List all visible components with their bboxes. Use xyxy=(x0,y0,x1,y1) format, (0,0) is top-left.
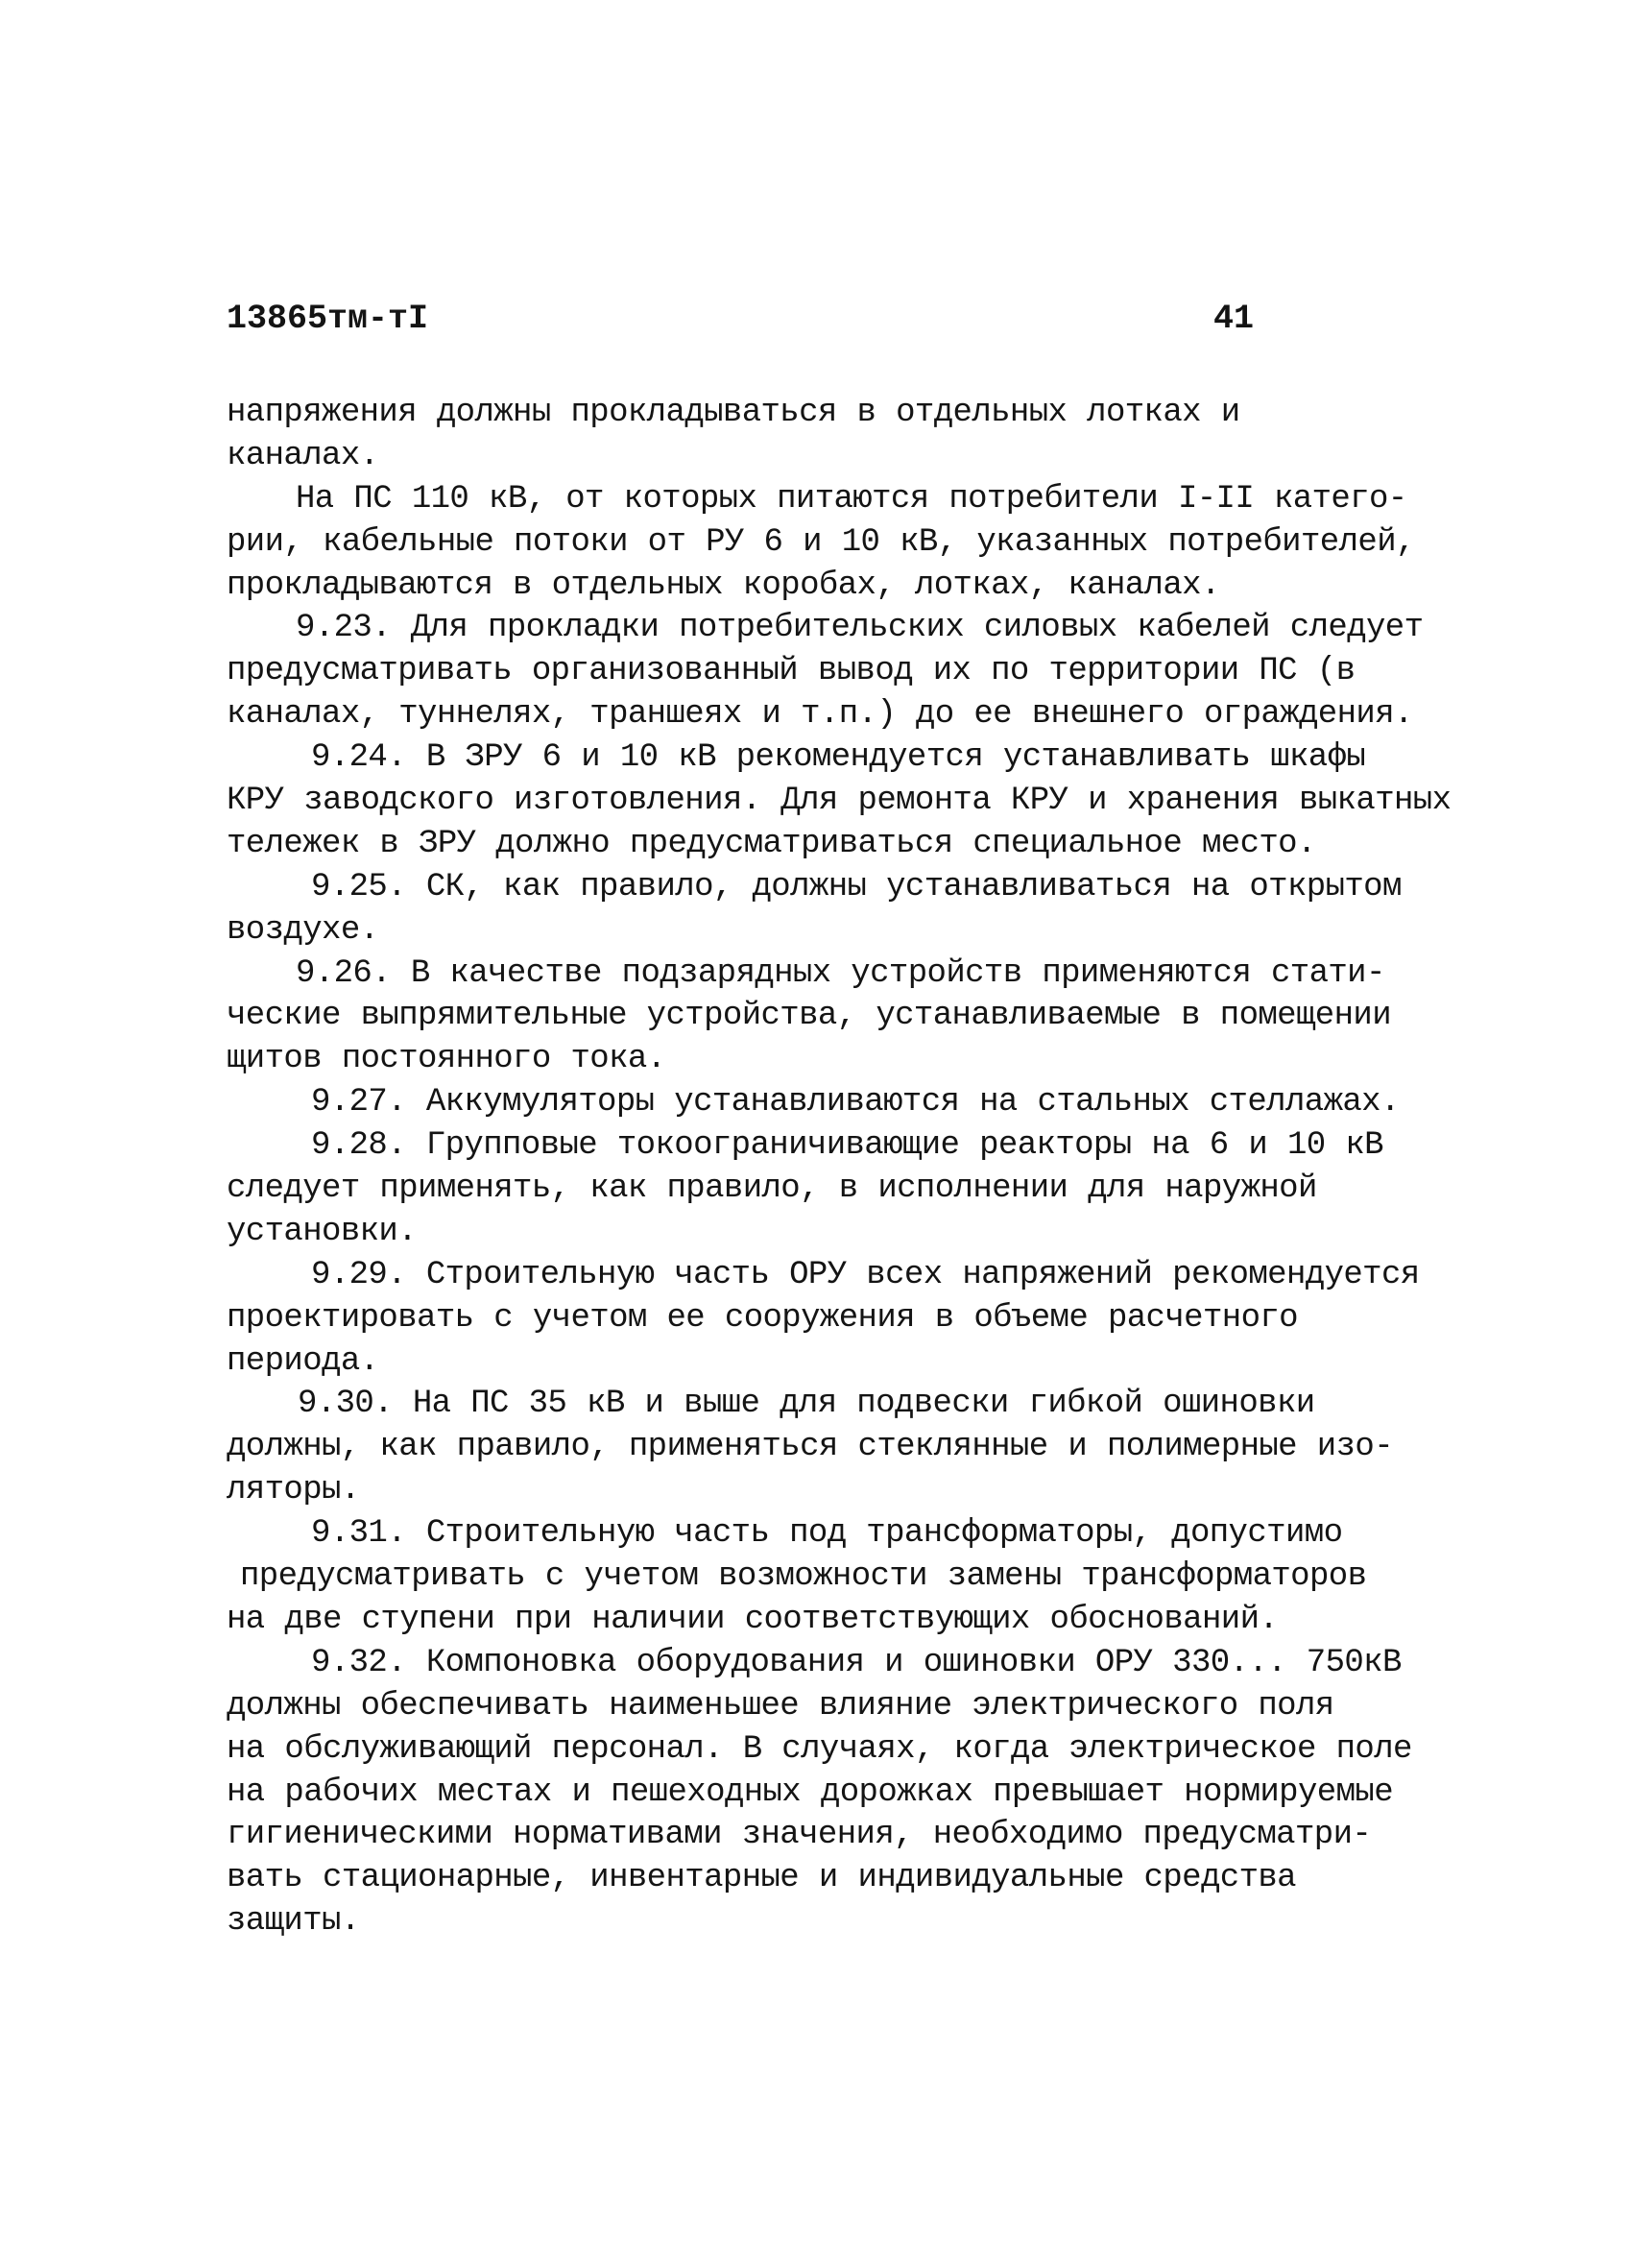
text-line: на обслуживающий персонал. В случаях, когда электрическое поле xyxy=(227,1730,1412,1768)
text-line: защиты. xyxy=(227,1903,360,1941)
text-line: 9.31. Строительную часть под трансформаторы, допустимо xyxy=(311,1515,1343,1553)
text-line: гигиеническими нормативами значения, необходимо предусматри- xyxy=(227,1817,1372,1854)
text-line: 9.28. Групповые токоограничивающие реакторы на 6 и 10 кВ xyxy=(311,1127,1383,1165)
text-line: 9.30. На ПС 35 кВ и выше для подвески гибкой ошиновки xyxy=(298,1386,1315,1423)
text-line: следует применять, как правило, в исполнении для наружной xyxy=(227,1170,1317,1208)
text-line: На ПС 110 кВ, от которых питаются потребители I-II катего- xyxy=(296,480,1407,518)
text-line: воздухе. xyxy=(227,911,379,949)
text-line: на рабочих местах и пешеходных дорожках превышает нормируемые xyxy=(227,1773,1394,1811)
text-line: прокладываются в отдельных коробах, лотках, каналах. xyxy=(227,567,1220,604)
text-line: рии, кабельные потоки от РУ 6 и 10 кВ, указанных потребителей, xyxy=(227,523,1415,561)
text-line: КРУ заводского изготовления. Для ремонта КРУ и хранения выкатных xyxy=(227,783,1452,820)
document-code: 13865тм-тI xyxy=(227,300,429,338)
text-line: 9.23. Для прокладки потребительских силовых кабелей следует xyxy=(296,610,1424,647)
text-line: каналах, туннелях, траншеях и т.п.) до ее внешнего ограждения. xyxy=(227,696,1413,734)
text-line: 9.26. В качестве подзарядных устройств применяются стати- xyxy=(296,954,1385,992)
text-line: вать стационарные, инвентарные и индивидуальные средства xyxy=(227,1860,1296,1897)
text-line: 9.27. Аккумуляторы устанавливаются на стальных стеллажах. xyxy=(311,1084,1400,1122)
text-line: периода. xyxy=(227,1342,379,1380)
text-line: 9.29. Строительную часть ОРУ всех напряжений рекомендуется xyxy=(311,1256,1420,1293)
text-line: каналах. xyxy=(227,437,379,474)
text-line: 9.25. СК, как правило, должны устанавливаться на открытом xyxy=(311,868,1402,905)
page-number: 41 xyxy=(1212,300,1254,338)
page-header xyxy=(227,300,1254,348)
text-line: должны обеспечивать наименьшее влияние электрического поля xyxy=(227,1687,1334,1725)
text-line: 9.24. В ЗРУ 6 и 10 кВ рекомендуется устанавливать шкафы xyxy=(311,739,1366,777)
text-line: предусматривать организованный вывод их по территории ПС (в xyxy=(227,653,1356,690)
body-text xyxy=(227,392,1452,1943)
text-line: напряжения должны прокладываться в отдельных лотках и xyxy=(227,395,1240,431)
text-line: 9.32. Компоновка оборудования и ошиновки ОРУ 330... 750кВ xyxy=(311,1644,1402,1681)
text-line: ляторы. xyxy=(227,1472,360,1509)
text-line: тележек в ЗРУ должно предусматриваться специальное место. xyxy=(227,825,1316,862)
text-line: на две ступени при наличии соответствующих обоснований. xyxy=(227,1601,1279,1638)
text-line: проектировать с учетом ее сооружения в объеме расчетного xyxy=(227,1299,1298,1337)
text-line: ческие выпрямительные устройства, устанавливаемые в помещении xyxy=(227,998,1392,1035)
text-line: должны, как правило, применяться стеклянные и полимерные изо- xyxy=(227,1429,1394,1466)
text-line: предусматривать с учетом возможности замены трансформаторов xyxy=(240,1558,1367,1596)
text-line: установки. xyxy=(227,1213,418,1250)
text-line: щитов постоянного тока. xyxy=(227,1041,666,1078)
